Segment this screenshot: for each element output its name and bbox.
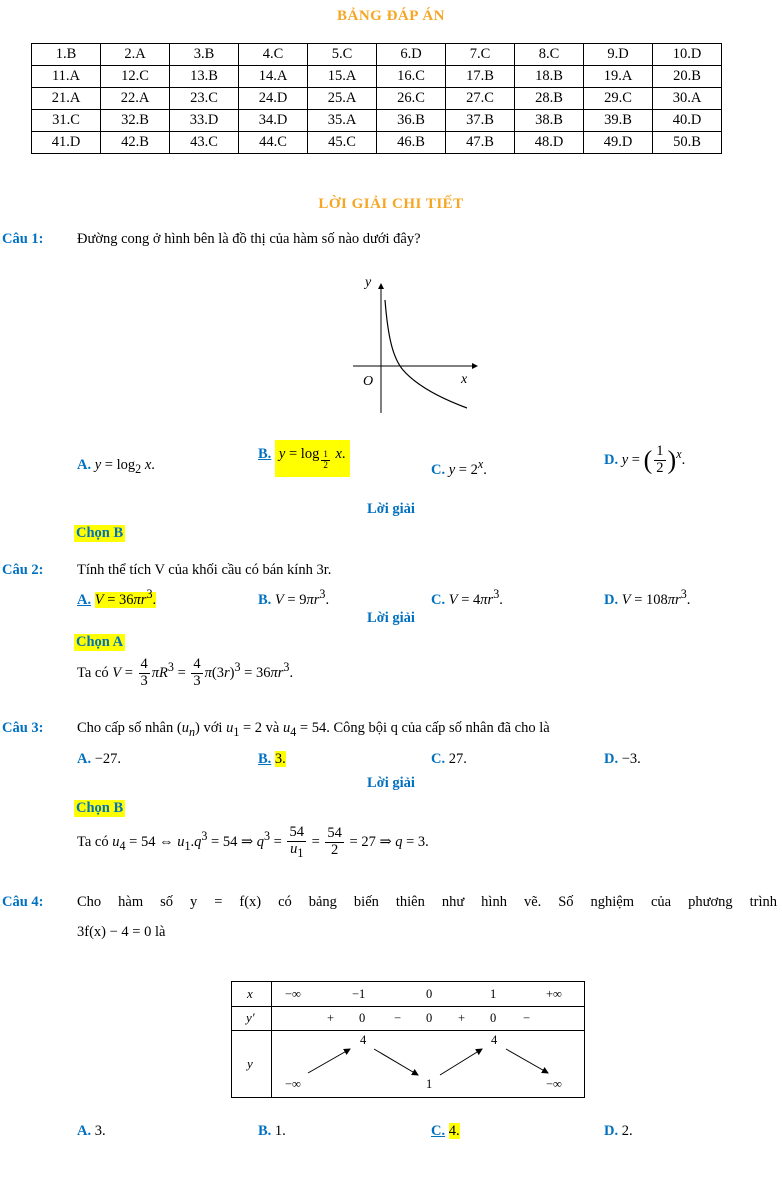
answer-cell: 7.C — [446, 44, 515, 66]
y-axis-label: y — [365, 275, 372, 290]
question-2-answer: Chọn A — [76, 634, 124, 650]
answer-cell: 39.B — [584, 110, 653, 132]
answer-row — [32, 66, 722, 88]
question-1-option-a: A. $y = \log_2 x$. — [77, 457, 155, 476]
answer-cell: 14.A — [239, 66, 308, 88]
question-1-answer: Chọn B — [76, 525, 124, 541]
question-4-option-d: D. 2. — [604, 1123, 633, 1139]
answer-cell: 16.C — [377, 66, 446, 88]
arrow-down-1 — [374, 1049, 418, 1075]
question-3-solution: Ta có $u_4 = 54$ ⇔ $u_1.q^3 = 54$ ⇒ $q^3$ = $\frac{54}{u_1}$ = $\frac{54}{2}$ = 27 ⇒ q = 3. — [77, 824, 429, 860]
answer-key-title: BẢNG ĐÁP ÁN — [336, 8, 445, 24]
answer-cell: 43.C — [170, 132, 239, 154]
question-1-solution-heading: Lời giải — [367, 501, 415, 517]
answer-cell: 1.B — [32, 44, 101, 66]
question-4-label: Câu 4: — [2, 894, 44, 910]
question-3-option-b: B. 3. — [258, 751, 286, 767]
answer-cell: 19.A — [584, 66, 653, 88]
question-1-option-d: D. y = ( $\frac{1}{2}$ )$^x$. — [604, 443, 686, 476]
question-1-graph — [345, 268, 480, 418]
arrow-down-2 — [506, 1049, 548, 1073]
answer-cell: 13.B — [170, 66, 239, 88]
question-1-option-c: C. $y = 2^x$. — [431, 457, 487, 478]
answer-cell: 2.A — [101, 44, 170, 66]
answer-cell: 17.B — [446, 66, 515, 88]
answer-cell: 28.B — [515, 88, 584, 110]
answer-row — [32, 44, 722, 66]
answer-cell: 37.B — [446, 110, 515, 132]
question-1-text: Đường cong ở hình bên là đồ thị của hàm số nào dưới đây? — [77, 231, 421, 247]
answer-cell: 10.D — [653, 44, 722, 66]
vt-y-header: y — [247, 1056, 253, 1071]
answer-cell: 22.A — [101, 88, 170, 110]
question-4-option-b: B. 1. — [258, 1123, 286, 1139]
question-3-option-d: D. −3. — [604, 751, 641, 767]
question-2-option-b: B. $V = 9\pi r^3$. — [258, 587, 330, 608]
answer-cell: 26.C — [377, 88, 446, 110]
arrow-up-2 — [440, 1049, 482, 1075]
answer-cell: 23.C — [170, 88, 239, 110]
answer-row — [32, 110, 722, 132]
answer-cell: 30.A — [653, 88, 722, 110]
answer-cell: 12.C — [101, 66, 170, 88]
answer-cell: 15.A — [308, 66, 377, 88]
vt-yprime-zero-1: 0 — [359, 1011, 366, 1025]
answer-cell: 49.D — [584, 132, 653, 154]
answer-cell: 21.A — [32, 88, 101, 110]
answer-cell: 41.D — [32, 132, 101, 154]
answer-cell: 3.B — [170, 44, 239, 66]
answer-cell: 44.C — [239, 132, 308, 154]
arrow-up-1 — [308, 1049, 350, 1073]
answer-cell: 45.C — [308, 132, 377, 154]
question-2-option-a: A. $V = 36\pi r^3$. — [77, 587, 157, 608]
answer-cell: 35.A — [308, 110, 377, 132]
vt-x-pos-inf: +∞ — [546, 987, 562, 1001]
origin-label: O — [363, 374, 374, 389]
answer-cell: 18.B — [515, 66, 584, 88]
question-2-solution-heading: Lời giải — [367, 610, 415, 626]
vt-x-minus-1: −1 — [352, 987, 366, 1001]
vt-y-min: 1 — [426, 1077, 433, 1091]
answer-cell: 38.B — [515, 110, 584, 132]
question-3-option-a: A. −27. — [77, 751, 122, 767]
vt-x-neg-inf: −∞ — [285, 987, 301, 1001]
question-4-option-c: C. 4. — [431, 1123, 460, 1139]
answer-cell: 27.C — [446, 88, 515, 110]
vt-y-neg-inf-left: −∞ — [285, 1077, 301, 1091]
answer-cell: 36.B — [377, 110, 446, 132]
answer-cell: 8.C — [515, 44, 584, 66]
vt-yprime-zero-2: 0 — [426, 1011, 433, 1025]
question-4-text-2: 3f(x) − 4 = 0 là — [77, 924, 166, 940]
answer-cell: 4.C — [239, 44, 308, 66]
answer-cell: 46.B — [377, 132, 446, 154]
question-3-answer: Chọn B — [76, 800, 124, 816]
question-3-solution-heading: Lời giải — [367, 775, 415, 791]
variation-table — [231, 981, 585, 1098]
answer-cell: 24.D — [239, 88, 308, 110]
question-3-label: Câu 3: — [2, 720, 44, 736]
vt-y-neg-inf-right: −∞ — [546, 1077, 562, 1091]
vt-arrows — [272, 1031, 584, 1097]
answer-cell: 50.B — [653, 132, 722, 154]
answer-cell: 11.A — [32, 66, 101, 88]
question-4-text: Cho hàm số y = f(x) có bảng biến thiên như hình vẽ. Số nghiệm của phương trình — [77, 894, 777, 910]
question-4-option-a: A. 3. — [77, 1123, 106, 1139]
vt-x-1: 1 — [490, 987, 497, 1001]
answer-cell: 42.B — [101, 132, 170, 154]
answer-cell: 48.D — [515, 132, 584, 154]
vt-yprime-plus-2: + — [458, 1011, 466, 1025]
vt-y-max-2: 4 — [491, 1033, 498, 1047]
answer-cell: 9.D — [584, 44, 653, 66]
question-3-option-c: C. 27. — [431, 751, 467, 767]
vt-yprime-plus-1: + — [327, 1011, 335, 1025]
answer-cell: 34.D — [239, 110, 308, 132]
answer-cell: 40.D — [653, 110, 722, 132]
answer-cell: 33.D — [170, 110, 239, 132]
answer-cell: 5.C — [308, 44, 377, 66]
answer-row — [32, 132, 722, 154]
question-1-option-b: B. y = log $_{\frac{1}{2}}$ x. — [258, 440, 350, 477]
answer-cell: 31.C — [32, 110, 101, 132]
vt-yprime-header: y′ — [246, 1010, 255, 1025]
log-curve — [385, 300, 467, 408]
answer-row — [32, 88, 722, 110]
question-3-text: Cho cấp số nhân $(u_n)$ với $u_1 = 2$ và $u_4 = 54$. Công bội q của cấp số nhân đã cho là — [77, 720, 550, 739]
question-2-text: Tính thể tích V của khối cầu có bán kính 3r. — [77, 562, 332, 578]
answer-cell: 6.D — [377, 44, 446, 66]
solution-title: LỜI GIẢI CHI TIẾT — [318, 196, 464, 212]
answer-cell: 29.C — [584, 88, 653, 110]
answer-cell: 47.B — [446, 132, 515, 154]
question-2-option-c: C. $V = 4\pi r^3$. — [431, 587, 503, 608]
vt-y-max-1: 4 — [360, 1033, 367, 1047]
answer-cell: 25.A — [308, 88, 377, 110]
x-axis-label: x — [461, 372, 468, 387]
answer-cell: 32.B — [101, 110, 170, 132]
question-2-solution: Ta có V = $\frac{4}{3}$ $\pi R^3$ = $\frac{4}{3}$ $\pi(3r)^3 = 36\pi r^3$. — [77, 656, 294, 689]
answer-table — [31, 43, 722, 154]
question-2-option-d: D. $V = 108\pi r^3$. — [604, 587, 691, 608]
vt-yprime-minus-2: − — [523, 1011, 531, 1025]
vt-yprime-zero-3: 0 — [490, 1011, 497, 1025]
vt-x-0: 0 — [426, 987, 433, 1001]
question-2-label: Câu 2: — [2, 562, 44, 578]
vt-yprime-minus-1: − — [394, 1011, 402, 1025]
vt-x-header: x — [247, 986, 253, 1001]
answer-cell: 20.B — [653, 66, 722, 88]
question-1-label: Câu 1: — [2, 231, 44, 247]
